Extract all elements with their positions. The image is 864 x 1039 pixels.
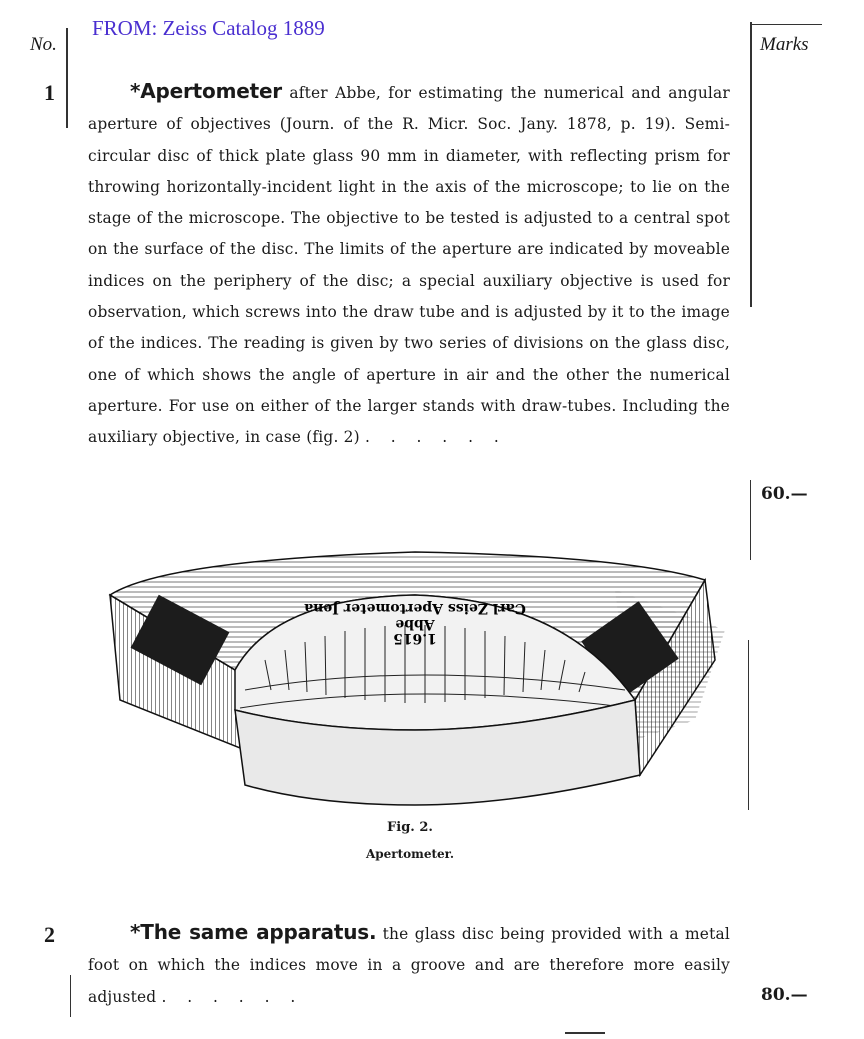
figure-caption: Apertometer. bbox=[365, 847, 455, 861]
engraving-value: 1.615 bbox=[393, 630, 437, 646]
entry-number: 2 bbox=[44, 922, 55, 947]
engraving-maker: Carl Zeiss Apertometer Jena bbox=[304, 600, 526, 616]
entry-description bbox=[88, 917, 730, 1013]
source-note: FROM: Zeiss Catalog 1889 bbox=[92, 16, 325, 40]
leader-dots: . . . . . . bbox=[161, 987, 304, 1006]
left-column-rule-lower bbox=[70, 975, 71, 1017]
entry-number: 1 bbox=[44, 80, 55, 105]
entry-text: the glass disc being provided with a metal foot on which the indices move in a groove and are therefore more easily adjusted bbox=[88, 925, 730, 1006]
bottom-rule bbox=[565, 1032, 605, 1034]
entry-price: 60.— bbox=[761, 484, 808, 504]
right-column-rule-middle bbox=[750, 480, 751, 560]
marks-column-heading: Marks bbox=[760, 34, 809, 55]
left-column-rule bbox=[66, 28, 68, 128]
entry-price: 80.— bbox=[761, 985, 808, 1005]
right-column-rule-lower bbox=[748, 640, 749, 810]
entry-title: *The same apparatus. bbox=[130, 920, 377, 944]
entry-title: *Apertometer bbox=[130, 79, 282, 103]
right-column-rule bbox=[750, 22, 752, 307]
entry-text: after Abbe, for estimating the numerical and angular aperture of objectives (Journ. of the R. Micr. Soc. Jany. 1878, p. 19). Semi-circular disc of thick plate glass 90 mm in diameter, with reflecting prism for throwing horizontally-incident light in the axis of the microscope; to lie on the stage of the microscope. The objective to be tested is adjusted to a central spot on the surface of the disc. The limits of the aperture are indicated by moveable indices on the periphery of the disc; a special auxiliary objective is used for observation, which screws into the draw tube and is adjusted by it to the image of the indices. The reading is given by two series of divisions on the glass disc, one of which shows the angle of aperture in air and the other the numerical aperture. For use on either of the larger stands with draw-tubes. Including the auxiliary objective, in case (fig. 2) bbox=[88, 84, 730, 447]
leader-dots: . . . . . . bbox=[364, 428, 507, 447]
apertometer-engraving bbox=[95, 540, 735, 815]
figure-number: Fig. 2. bbox=[387, 820, 433, 835]
engraving-inventor: Abbe bbox=[395, 616, 435, 632]
entry-description bbox=[88, 76, 730, 454]
number-column-heading: No. bbox=[30, 34, 57, 55]
marks-top-rule bbox=[752, 24, 822, 25]
